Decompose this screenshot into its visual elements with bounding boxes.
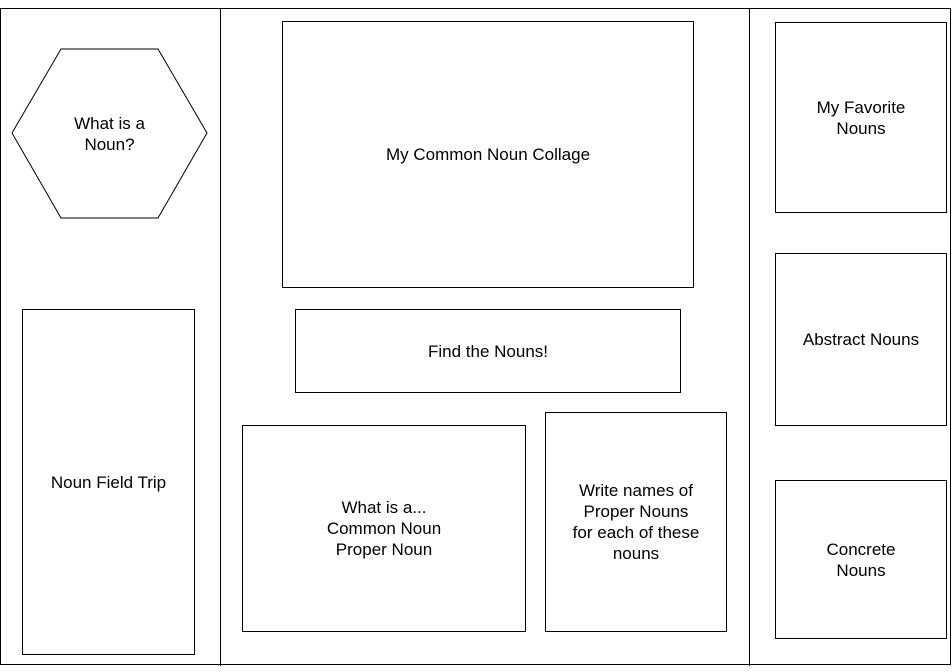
common-noun-collage-text: My Common Noun Collage bbox=[385, 145, 591, 164]
noun-field-trip-box bbox=[22, 309, 195, 655]
hexagon-label bbox=[11, 48, 208, 219]
write-proper-nouns-text: Write names of Proper Nouns for each of these nouns bbox=[572, 481, 700, 563]
concrete-nouns-box bbox=[775, 480, 947, 639]
favorite-nouns-text: My Favorite Nouns bbox=[816, 97, 906, 138]
common-proper-noun-text: What is a... Common Noun Proper Noun bbox=[326, 498, 442, 559]
left-divider bbox=[220, 8, 221, 666]
right-divider bbox=[749, 8, 750, 666]
favorite-nouns-box bbox=[775, 22, 947, 213]
find-the-nouns-text: Find the Nouns! bbox=[427, 341, 548, 361]
common-proper-noun-box bbox=[242, 425, 526, 632]
concrete-nouns-text: Concrete Nouns bbox=[826, 539, 896, 580]
abstract-nouns-box bbox=[775, 253, 947, 426]
find-the-nouns-box bbox=[295, 309, 681, 393]
abstract-nouns-text: Abstract Nouns bbox=[802, 330, 920, 349]
noun-field-trip-text: Noun Field Trip bbox=[50, 472, 167, 492]
common-noun-collage-box bbox=[282, 21, 694, 288]
what-is-a-noun-text: What is a Noun? bbox=[74, 113, 145, 154]
write-proper-nouns-box bbox=[545, 412, 727, 632]
